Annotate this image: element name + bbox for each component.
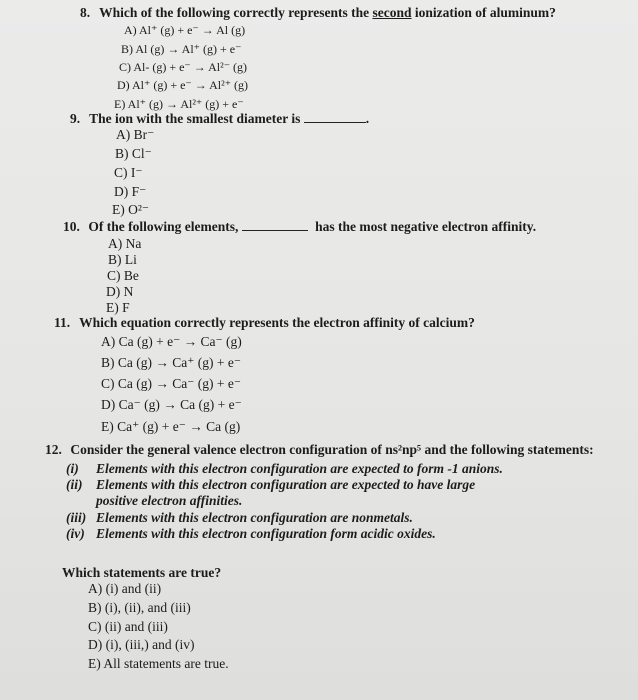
- q9-option-d: D) F⁻: [114, 184, 147, 199]
- q12-option-d: D) (i), (iii,) and (iv): [88, 637, 195, 652]
- statement-label: (iii): [66, 510, 87, 525]
- statement-text: Elements with this electron configuration are expected to have large: [96, 477, 476, 492]
- question-text: Which equation correctly represents the electron affinity of calcium?: [79, 315, 475, 330]
- q10-option-a: A) Na: [108, 236, 142, 251]
- statement-label: (i): [66, 461, 79, 476]
- answer-blank: [304, 122, 366, 123]
- statement-text: positive electron affinities.: [96, 493, 243, 508]
- question-text: Which of the following correctly represents the: [99, 5, 373, 20]
- question-number: 8.: [80, 5, 91, 20]
- statement-text: Elements with this electron configuration are nonmetals.: [96, 510, 413, 525]
- question-9: [70, 112, 369, 126]
- question-number: 10.: [63, 219, 80, 234]
- q8-option-e: E) Al⁺ (g) → Al²⁺ (g) + e⁻: [114, 97, 244, 111]
- q12-statement-4: [66, 527, 436, 541]
- question-text: has the most negative electron affinity.: [315, 219, 537, 234]
- question-text: Of the following elements,: [88, 219, 239, 234]
- q10-option-b: B) Li: [108, 252, 137, 267]
- q12-option-a: A) (i) and (ii): [88, 581, 162, 596]
- q10-option-d: D) N: [106, 284, 134, 299]
- q8-option-b: B) Al (g) → Al⁺ (g) + e⁻: [121, 42, 242, 56]
- q12-option-b: B) (i), (ii), and (iii): [88, 600, 191, 615]
- q12-option-c: C) (ii) and (iii): [88, 619, 168, 634]
- question-12: [45, 443, 594, 457]
- question-text-underlined: second: [372, 5, 412, 20]
- q12-statement-2-cont: [66, 494, 242, 508]
- q11-option-e: E) Ca⁺ (g) + e⁻ → Ca (g): [101, 419, 241, 434]
- q12-statement-1: [66, 462, 503, 476]
- q12-option-e: E) All statements are true.: [88, 656, 229, 671]
- q12-statement-2: [66, 478, 475, 492]
- question-end: .: [365, 111, 370, 126]
- question-10: [63, 220, 536, 234]
- question-text: Consider the general valence electron configuration of ns²np⁵ and the following statements:: [70, 442, 594, 457]
- q12-prompt: Which statements are true?: [62, 565, 222, 580]
- question-number: 12.: [45, 442, 62, 457]
- q9-option-a: A) Br⁻: [116, 127, 155, 142]
- q12-statement-3: [66, 511, 413, 525]
- q9-option-b: B) Cl⁻: [115, 146, 152, 161]
- q11-option-d: D) Ca⁻ (g) → Ca (g) + e⁻: [101, 397, 242, 412]
- q11-option-a: A) Ca (g) + e⁻ → Ca⁻ (g): [101, 334, 242, 349]
- question-text: ionization of aluminum?: [411, 5, 556, 20]
- q8-option-d: D) Al⁺ (g) + e⁻ → Al²⁺ (g): [117, 78, 249, 92]
- q11-option-b: B) Ca (g) → Ca⁺ (g) + e⁻: [101, 355, 241, 370]
- question-11: [54, 316, 475, 330]
- question-8: [80, 6, 556, 20]
- q9-option-c: C) I⁻: [114, 165, 143, 180]
- statement-text: Elements with this electron configuration form acidic oxides.: [96, 526, 436, 541]
- statement-label: (iv): [66, 526, 85, 541]
- q10-option-c: C) Be: [107, 268, 139, 283]
- question-number: 11.: [54, 315, 71, 330]
- q10-option-e: E) F: [106, 300, 130, 315]
- statement-text: Elements with this electron configuration are expected to form -1 anions.: [96, 461, 503, 476]
- statement-label: (ii): [66, 477, 83, 492]
- question-text: The ion with the smallest diameter is: [89, 111, 301, 126]
- q8-option-c: C) Al- (g) + e⁻ → Al²⁻ (g): [119, 60, 248, 74]
- question-number: 9.: [70, 111, 81, 126]
- q8-option-a: A) Al⁺ (g) + e⁻ → Al (g): [124, 23, 246, 37]
- q11-option-c: C) Ca (g) → Ca⁻ (g) + e⁻: [101, 376, 241, 391]
- answer-blank: [242, 230, 308, 231]
- q9-option-e: E) O²⁻: [112, 202, 150, 217]
